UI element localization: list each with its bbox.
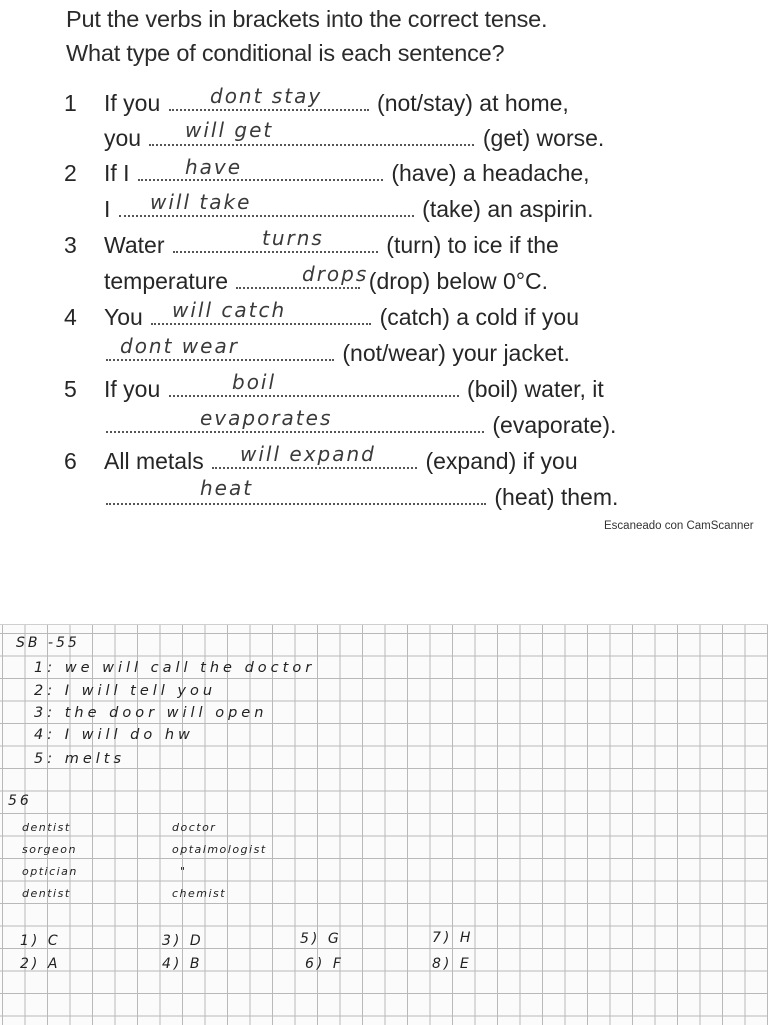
item-hint: (catch) a cold if you: [379, 304, 580, 330]
item-number: 4: [64, 304, 77, 330]
item-prefix: If I: [104, 160, 130, 186]
item-hint: (boil) water, it: [467, 376, 604, 402]
profession-word: optalmologist: [172, 843, 267, 856]
handwritten-answer: dont stay: [210, 84, 323, 108]
answer-blank: [138, 175, 383, 181]
matching-answer: 5) G: [300, 931, 342, 947]
handwritten-answer: turns: [262, 226, 324, 250]
item-hint: (have) a headache,: [391, 160, 590, 186]
matching-answer: 3) D: [162, 933, 204, 949]
matching-answer: 1) C: [20, 933, 61, 949]
handwritten-answer: have: [185, 155, 243, 179]
profession-word: ": [180, 865, 187, 878]
item-line: [104, 160, 590, 187]
item-prefix: All metals: [104, 448, 204, 474]
section-label: 56: [8, 793, 32, 809]
handwritten-answer: drops: [302, 262, 369, 286]
matching-answer: 4) B: [162, 956, 203, 972]
handwritten-answer: will take: [150, 190, 252, 214]
notebook-answer: 1: we will call the doctor: [34, 660, 316, 676]
matching-answer: 7) H: [432, 930, 474, 946]
item-line: [104, 376, 604, 403]
item-hint: (take) an aspirin.: [422, 196, 594, 222]
handwritten-answer: will expand: [240, 442, 376, 466]
answer-blank: [106, 499, 486, 505]
matching-answer: 6) F: [305, 956, 344, 972]
item-hint: (turn) to ice if the: [386, 232, 559, 258]
worksheet-title-line1: Put the verbs in brackets into the correct tense.: [66, 6, 548, 32]
item-hint: (heat) them.: [494, 484, 619, 510]
notebook-grid-page: [0, 624, 768, 1025]
item-prefix: Water: [104, 232, 165, 258]
notebook-answer: 5: melts: [34, 751, 126, 767]
item-number: 5: [64, 376, 77, 402]
profession-word: doctor: [172, 821, 217, 834]
profession-word: optician: [22, 865, 78, 878]
item-number: 6: [64, 448, 77, 474]
profession-word: dentist: [22, 887, 71, 900]
item-hint: (not/wear) your jacket.: [342, 340, 570, 366]
handwritten-answer: will catch: [172, 298, 287, 322]
item-line: [104, 125, 604, 152]
notebook-answer: 3: the door will open: [34, 705, 268, 721]
profession-word: chemist: [172, 887, 227, 900]
item-hint: (drop) below 0°C.: [368, 268, 549, 294]
item-hint: (not/stay) at home,: [377, 90, 569, 116]
scanner-watermark: Escaneado con CamScanner: [604, 520, 754, 532]
answer-blank: [169, 391, 459, 397]
item-line: [104, 484, 618, 511]
handwritten-answer: will get: [185, 118, 274, 142]
notebook-answer: 4: I will do hw: [34, 727, 194, 743]
item-line: [104, 232, 559, 259]
worksheet-title-line2: What type of conditional is each sentence?: [66, 40, 505, 66]
handwritten-answer: dont wear: [120, 334, 239, 358]
item-prefix: you: [104, 125, 142, 151]
item-hint: (get) worse.: [482, 125, 605, 151]
item-prefix: If you: [104, 376, 161, 402]
notebook-header: SB -55: [16, 635, 80, 651]
handwritten-answer: evaporates: [200, 406, 333, 430]
matching-answer: 8) E: [432, 956, 472, 972]
item-hint: (evaporate).: [492, 412, 617, 438]
item-prefix: If you: [104, 90, 161, 116]
item-prefix: You: [104, 304, 143, 330]
handwritten-answer: boil: [232, 370, 277, 394]
matching-answer: 2) A: [20, 956, 61, 972]
item-prefix: I: [104, 196, 111, 222]
item-number: 1: [64, 90, 77, 116]
profession-word: sorgeon: [22, 843, 77, 856]
item-prefix: temperature: [104, 268, 229, 294]
item-line: [104, 90, 569, 117]
item-number: 2: [64, 160, 77, 186]
handwritten-answer: heat: [200, 476, 254, 500]
item-line: [104, 412, 616, 439]
profession-word: dentist: [22, 821, 71, 834]
notebook-answer: 2: I will tell you: [34, 683, 217, 699]
item-number: 3: [64, 232, 77, 258]
item-hint: (expand) if you: [425, 448, 578, 474]
